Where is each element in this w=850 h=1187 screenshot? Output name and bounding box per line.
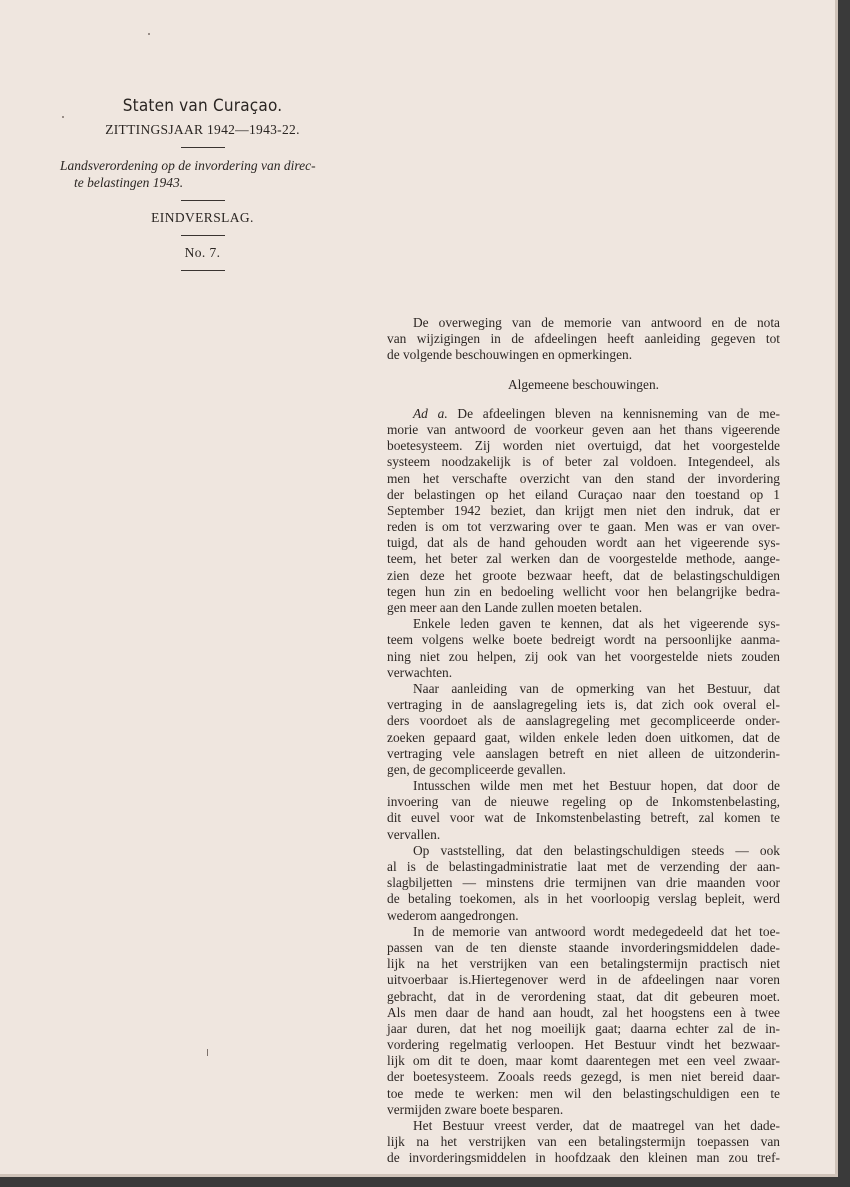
text-line: gen meer aan den Lande zullen moeten betalen. <box>387 600 643 615</box>
text-line: Intusschen wilde men met het Bestuur hopen, dat door de <box>413 778 780 794</box>
ordinance-line: te belastingen 1943. <box>74 175 184 190</box>
session-year: ZITTINGSJAAR 1942—1943-22. <box>105 122 300 137</box>
text-line: Naar aanleiding van de opmerking van het Bestuur, dat <box>413 680 780 696</box>
text-line: vervallen. <box>387 826 441 842</box>
document-number: No. 7. <box>184 245 221 260</box>
text-line: de invorderingsmiddelen in hoofdzaak den kleinen man zou tref- <box>387 1150 780 1166</box>
text-line: Als men daar de hand aan houdt, zal het hoogstens een à twee <box>387 1004 780 1020</box>
intro-paragraph <box>387 315 780 364</box>
text-line: Enkele leden gaven te kennen, dat als het vigeerende sys- <box>413 616 780 632</box>
text-line: Op vaststelling, dat den belastingschuldigen steeds — ook <box>413 842 780 858</box>
report-type: EINDVERSLAG. <box>151 210 254 225</box>
text-line: gen, de gecompliceerde gevallen. <box>387 761 566 777</box>
document-title: Staten van Curaçao. <box>122 96 283 116</box>
paper-speck <box>207 1049 208 1056</box>
text-line: gebracht, dat in de verordening staat, dat dit gebeuren moet. <box>387 988 780 1004</box>
paragraph-ad-a <box>387 406 780 616</box>
paper-speck <box>148 33 150 35</box>
document-header <box>50 96 355 280</box>
text-line: lijk na het verstrijken van een betalingstermijn practisch niet <box>387 956 780 972</box>
text-line: al is de belastingadministratie laat met de verzending der aan- <box>387 859 780 874</box>
text-line: vertraging vele aanslagen betreft en niet alleen de uitzonderin- <box>387 745 780 761</box>
text-line: uitvoerbaar is.Hiertegenover werd in de afdeelingen naar voren <box>387 972 780 988</box>
paragraph <box>387 616 780 681</box>
text-line: de volgende beschouwingen en opmerkingen. <box>387 347 633 363</box>
text-line: passen van de ten dienste staande invorderingsmiddelen dade- <box>387 939 780 955</box>
text-line: vertraging in de aanslagregeling iets is, dat zich ook overal el- <box>387 697 780 713</box>
paragraph <box>387 843 780 924</box>
text-line: systeem noodzakelijk is of beter zal voldoen. Integendeel, als <box>387 454 780 470</box>
text-line: morie van antwoord de voorkeur geven aan het thans vigeerende <box>387 421 780 437</box>
text-line: lijk om dit te doen, maar komt daarentegen met een veel zwaar- <box>387 1053 780 1069</box>
text-line: teem volgens welke boete bedreigt wordt na persoonlijke aanma- <box>387 632 780 648</box>
text-line: der belastingen op het eiland Curaçao naar den toestand op 1 <box>387 486 780 502</box>
report-body <box>387 315 780 1167</box>
text-line: men het verschafte overzicht van den stand der invordering <box>387 470 780 486</box>
divider <box>181 235 225 236</box>
text-line: teem, het beter zal werken dan de voorgestelde methode, aange- <box>387 551 780 567</box>
text-line: boetesysteem. Zij worden niet overtuigd, dat het voorgestelde <box>387 438 780 454</box>
paragraph <box>387 924 780 1118</box>
divider <box>181 270 225 271</box>
text-line: van wijzigingen in de afdeelingen heeft aanleiding gegeven tot <box>387 331 780 347</box>
paragraph <box>387 681 780 778</box>
text-line: ning niet zou helpen, zij ook van het voorgestelde niets zouden <box>387 648 780 664</box>
ordinance-line: Landsverordening op de invordering van direc- <box>60 158 316 173</box>
text-line: De overweging van de memorie van antwoord en de nota <box>413 315 780 330</box>
text-line: slagbiljetten — minstens drie termijnen van drie maanden voor <box>387 875 780 891</box>
text-line: vermijden zware boete besparen. <box>387 1101 564 1117</box>
text-line: tegen hun zin en bedoeling wellicht voor hen belangrijke bedra- <box>387 583 780 599</box>
text-line: zoeken gepaard gaat, wilden enkele leden doen uitkomen, dat de <box>387 729 780 745</box>
text-line: jaar duren, dat het nog moeilijk gaat; daarna echter zal de in- <box>387 1020 780 1036</box>
ad-a-label: Ad a. <box>413 405 448 421</box>
text-line: dit euvel voor wat de Inkomstenbelasting betreft, zal komen te <box>387 810 780 826</box>
text-line: invoering van de nieuwe regeling op de Inkomstenbelasting, <box>387 794 780 810</box>
text-line: In de memorie van antwoord wordt medegedeeld dat het toe- <box>413 923 780 939</box>
paragraph <box>387 778 780 843</box>
text-line: reden is om tot verzwaring over te gaan. Men was er van over- <box>387 519 780 535</box>
divider <box>181 200 225 201</box>
text-line: toe mede te werken: men wil den belastingschuldigen een te <box>387 1085 780 1101</box>
divider <box>181 147 225 148</box>
text-line: lijk na het verstrijken van een betalingstermijn toepassen van <box>387 1134 780 1150</box>
text-line: Het Bestuur vreest verder, dat de maatregel van het dade- <box>413 1118 780 1133</box>
text-line: verwachten. <box>387 664 453 680</box>
text-line: September 1942 beziet, dan krijgt men niet den indruk, dat er <box>387 502 780 518</box>
ordinance-title <box>50 157 355 191</box>
text-line: tuigd, dat als de hand gehouden wordt aan het vigeerende sys- <box>387 535 780 551</box>
text-line: der boetesysteem. Zooals reeds gezegd, is men niet bereid daar- <box>387 1069 780 1085</box>
text-line: ders voordoet als de aanslagregeling met gecompliceerde onder- <box>387 713 780 729</box>
text-line: vordering regelmatig verloopen. Het Bestuur vindt het bezwaar- <box>387 1037 780 1053</box>
text-line: zien deze het groote bezwaar heeft, dat de belastingschuldigen <box>387 567 780 583</box>
text-line: wederom aangedrongen. <box>387 907 519 923</box>
text-line <box>387 406 780 422</box>
text-line: de betaling toekomen, als in het voorloopig verslag bepleit, werd <box>387 891 780 907</box>
paragraph <box>387 1118 780 1167</box>
text-line-part: De afdeelingen bleven na kennisneming van de me- <box>457 405 780 421</box>
section-heading: Algemeene beschouwingen. <box>508 376 659 392</box>
